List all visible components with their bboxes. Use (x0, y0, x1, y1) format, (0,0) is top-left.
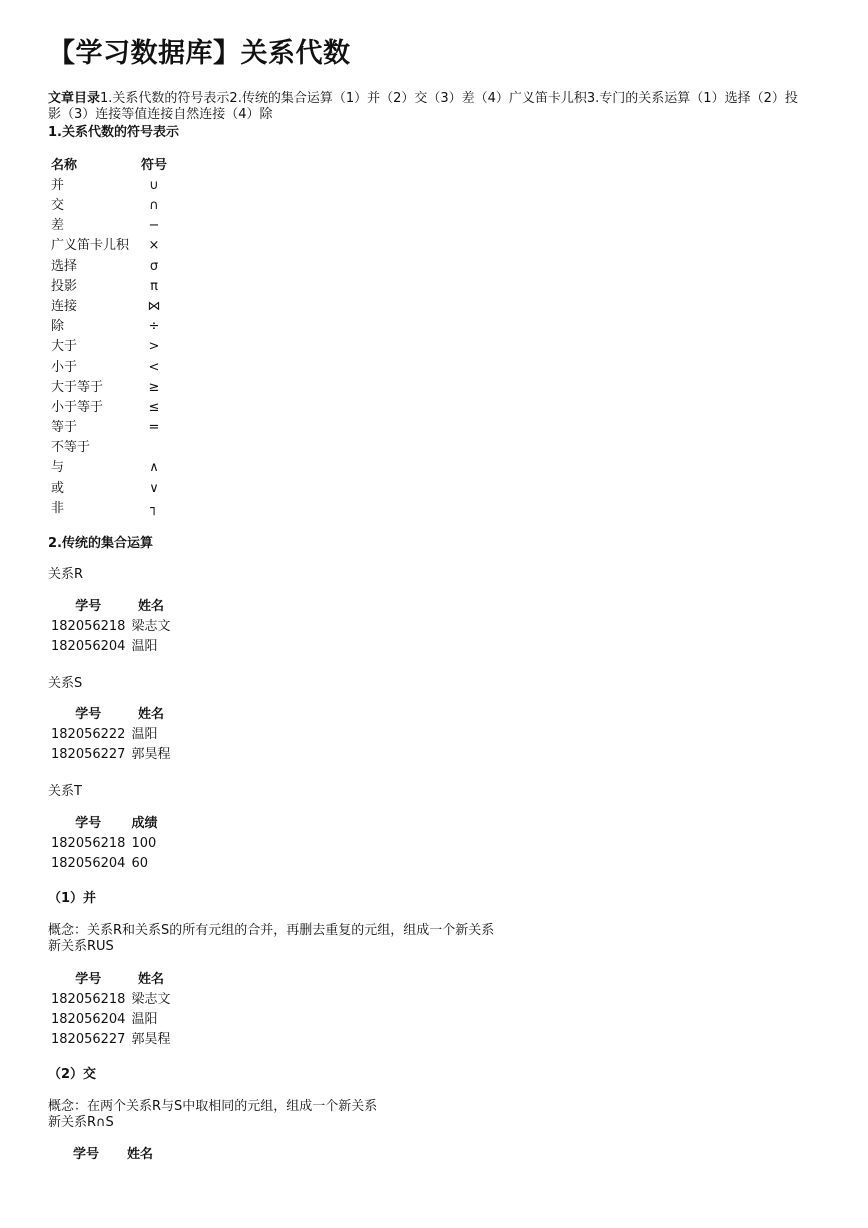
table-row (48, 358, 172, 378)
symbol-name-cell: 小于 (51, 359, 78, 375)
value-cell: 梁志文 (131, 991, 171, 1007)
student-id-cell: 182056204 (51, 639, 126, 655)
table-row (48, 725, 173, 745)
table-row (48, 378, 172, 398)
table-row (48, 637, 173, 657)
table-row (48, 499, 172, 519)
col-header-name: 姓名 (127, 1146, 154, 1162)
col-header-id: 学号 (75, 971, 102, 987)
symbol-cell: × (148, 238, 160, 254)
table-header-row (48, 156, 172, 176)
col-header-name: 姓名 (137, 706, 164, 722)
union-new-relation: 新关系RUS (48, 939, 114, 954)
value-cell: 温阳 (131, 1012, 158, 1028)
intersect-new-relation: 新关系R∩S (48, 1115, 114, 1130)
symbol-name-cell: 小于等于 (51, 399, 104, 415)
student-id-cell: 182056218 (51, 835, 126, 851)
symbol-table (48, 156, 172, 519)
symbol-cell: π (150, 278, 158, 294)
symbol-name-cell: 不等于 (51, 440, 91, 456)
intersect-heading: （2）交 (48, 1067, 97, 1082)
symbol-cell: − (148, 218, 160, 234)
toc-label: 文章目录 (48, 91, 101, 106)
symbol-cell: σ (149, 258, 159, 274)
col-header-name: 姓名 (137, 971, 164, 987)
col-header-score: 成绩 (131, 815, 158, 831)
col-header-id: 学号 (72, 1146, 99, 1162)
table-of-contents (48, 91, 808, 123)
table-row (48, 237, 172, 257)
table-row (48, 1031, 173, 1051)
table-row (48, 745, 173, 765)
table-row (48, 1010, 173, 1030)
table-row (48, 479, 172, 499)
page-title: 【学习数据库】关系代数 (48, 38, 351, 69)
value-cell: 郭昊程 (131, 1032, 171, 1048)
col-header-name: 姓名 (137, 598, 164, 614)
value-cell: 郭昊程 (131, 747, 171, 763)
symbol-name-cell: 选择 (51, 258, 78, 274)
relation-s-table (48, 705, 173, 766)
relation-r-label: 关系R (48, 567, 84, 582)
table-row (48, 990, 173, 1010)
symbol-name-cell: 并 (51, 177, 65, 193)
symbol-cell: ∨ (149, 480, 159, 496)
value-cell: 梁志文 (131, 618, 171, 634)
table-header-row (48, 705, 173, 725)
table-row (48, 338, 172, 358)
symbol-name-cell: 投影 (51, 278, 78, 294)
intersect-table (48, 1145, 156, 1165)
symbol-cell: > (148, 339, 160, 355)
student-id-cell: 182056204 (51, 856, 126, 872)
toc-text[interactable]: 1.关系代数的符号表示2.传统的集合运算（1）并（2）交（3）差（4）广义笛卡儿积3.专门的关系运算（1）选择（2）投影（3）连接等值连接自然连接（4）除 (48, 91, 798, 122)
col-header-id: 学号 (75, 815, 102, 831)
table-row (48, 297, 172, 317)
symbol-name-cell: 差 (51, 218, 65, 234)
table-row (48, 318, 172, 338)
col-header-id: 学号 (75, 706, 102, 722)
relation-s-label: 关系S (48, 676, 83, 691)
table-row (48, 834, 160, 854)
table-header-row (48, 814, 160, 834)
symbol-name-cell: 或 (51, 480, 65, 496)
col-header-name: 名称 (51, 157, 78, 173)
table-row (48, 439, 172, 459)
student-id-cell: 182056218 (51, 618, 126, 634)
table-row (48, 176, 172, 196)
table-row (48, 854, 160, 874)
value-cell: 100 (131, 835, 157, 851)
symbol-name-cell: 大于等于 (51, 379, 104, 395)
table-header-row (48, 597, 173, 617)
table-row (48, 418, 172, 438)
symbol-cell: < (148, 359, 160, 375)
table-row (48, 257, 172, 277)
symbol-name-cell: 连接 (51, 298, 78, 314)
col-header-symbol: 符号 (140, 157, 167, 173)
intersect-concept: 概念：在两个关系R与S中取相同的元组，组成一个新关系 (48, 1099, 378, 1114)
relation-t-label: 关系T (48, 784, 82, 799)
symbol-cell: ∧ (149, 460, 159, 476)
union-heading: （1）并 (48, 891, 97, 906)
union-concept: 概念：关系R和关系S的所有元组的合并，再删去重复的元组，组成一个新关系 (48, 923, 495, 938)
symbol-name-cell: 大于 (51, 339, 78, 355)
table-row (48, 617, 173, 637)
student-id-cell: 182056204 (51, 1012, 126, 1028)
symbol-cell: ∩ (149, 198, 159, 214)
table-row (48, 459, 172, 479)
value-cell: 温阳 (131, 726, 158, 742)
symbol-cell: ≥ (148, 379, 160, 395)
symbol-name-cell: 除 (51, 319, 65, 335)
value-cell: 60 (131, 856, 148, 872)
symbol-name-cell: 非 (51, 500, 65, 516)
table-row (48, 217, 172, 237)
table-row (48, 398, 172, 418)
col-header-id: 学号 (75, 598, 102, 614)
relation-r-table (48, 597, 173, 658)
union-table (48, 970, 173, 1051)
table-row (48, 196, 172, 216)
symbol-cell: ⋈ (147, 298, 161, 314)
symbol-cell (136, 439, 172, 459)
student-id-cell: 182056227 (51, 1032, 126, 1048)
symbol-cell: ÷ (148, 319, 160, 335)
table-row (48, 277, 172, 297)
symbol-cell: = (148, 420, 160, 436)
value-cell: 温阳 (131, 639, 158, 655)
student-id-cell: 182056222 (51, 726, 126, 742)
symbol-name-cell: 交 (51, 198, 65, 214)
student-id-cell: 182056218 (51, 991, 126, 1007)
symbol-name-cell: 广义笛卡儿积 (51, 238, 130, 254)
symbol-cell: ∪ (149, 177, 159, 193)
section1-heading: 1.关系代数的符号表示 (48, 125, 179, 140)
table-header-row (48, 1145, 156, 1165)
section2-heading: 2.传统的集合运算 (48, 536, 153, 551)
table-header-row (48, 970, 173, 990)
symbol-name-cell: 等于 (51, 420, 78, 436)
relation-t-table (48, 814, 160, 875)
symbol-cell: ≤ (148, 399, 160, 415)
symbol-name-cell: 与 (51, 460, 65, 476)
symbol-cell: ┐ (150, 500, 158, 516)
student-id-cell: 182056227 (51, 747, 126, 763)
